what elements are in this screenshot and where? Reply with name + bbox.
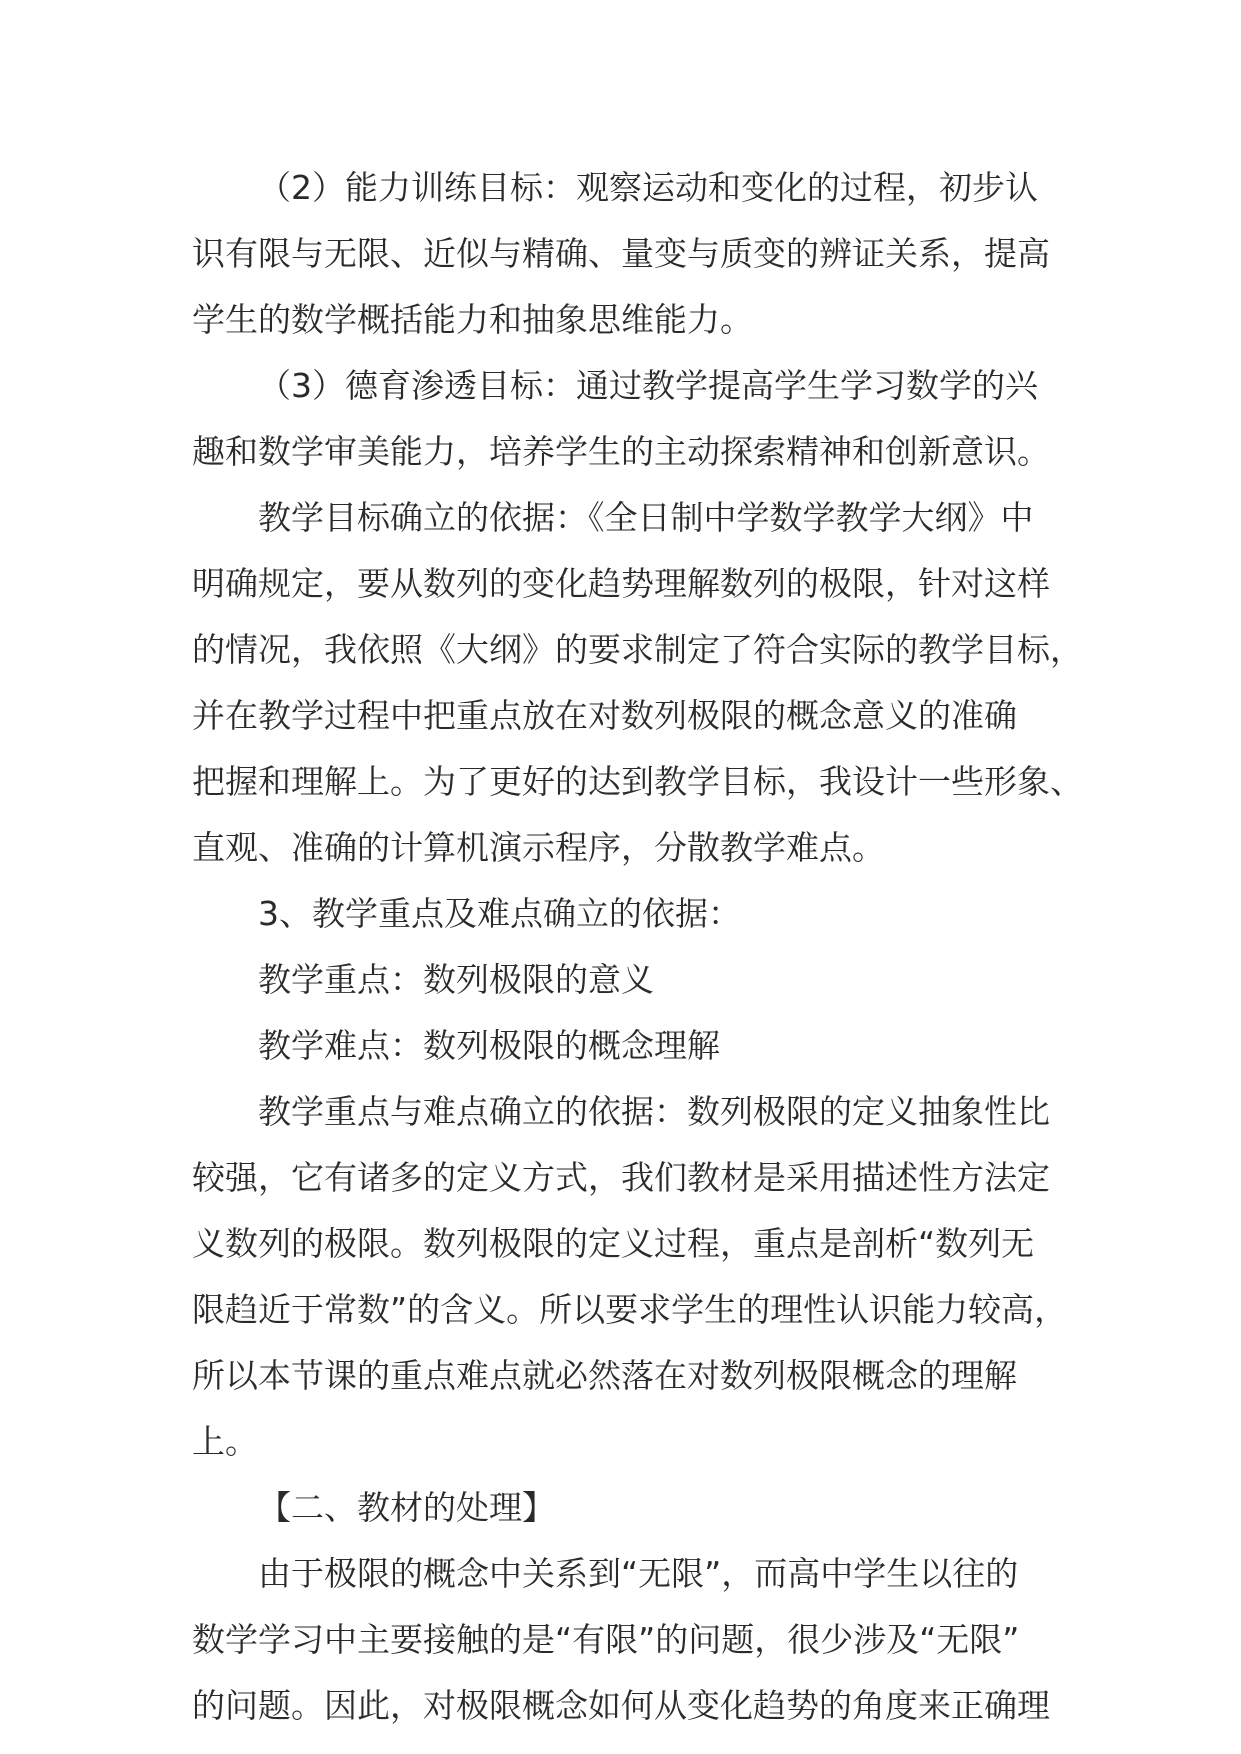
paragraph-textbook-handling: 由于极限的概念中关系到“无限”，而高中学生以往的 bbox=[258, 1554, 1019, 1593]
paragraph-key-basis: 教学重点与难点确立的依据：数列极限的定义抽象性比 bbox=[258, 1092, 1050, 1131]
section-heading-textbook: 【二、教材的处理】 bbox=[258, 1488, 555, 1527]
section-heading-key-points: 3、教学重点及难点确立的依据： bbox=[258, 894, 741, 933]
text-line: 并在教学过程中把重点放在对数列极限的概念意义的准确 bbox=[192, 696, 1017, 735]
text-line: 明确规定，要从数列的变化趋势理解数列的极限，针对这样 bbox=[192, 564, 1050, 603]
difficult-point-line: 教学难点：数列极限的概念理解 bbox=[258, 1026, 720, 1065]
text-line: 直观、准确的计算机演示程序，分散教学难点。 bbox=[192, 828, 885, 867]
text-line: 识有限与无限、近似与精确、量变与质变的辨证关系，提高 bbox=[192, 234, 1050, 273]
text-line: 趣和数学审美能力，培养学生的主动探索精神和创新意识。 bbox=[192, 432, 1050, 471]
paragraph-goal-basis: 教学目标确立的依据：《全日制中学数学教学大纲》中 bbox=[258, 498, 1034, 537]
text-line: 把握和理解上。为了更好的达到教学目标，我设计一些形象、 bbox=[192, 762, 1083, 801]
text-line: 较强，它有诸多的定义方式，我们教材是采用描述性方法定 bbox=[192, 1158, 1050, 1197]
text-line: 数学学习中主要接触的是“有限”的问题，很少涉及“无限” bbox=[192, 1620, 1020, 1659]
text-line: 的情况，我依照《大纲》的要求制定了符合实际的教学目标， bbox=[192, 630, 1083, 669]
key-point-line: 教学重点：数列极限的意义 bbox=[258, 960, 654, 999]
text-line: 限趋近于常数”的含义。所以要求学生的理性认识能力较高， bbox=[192, 1290, 1068, 1329]
text-line: 学生的数学概括能力和抽象思维能力。 bbox=[192, 300, 753, 339]
text-line: 上。 bbox=[192, 1422, 258, 1461]
text-line: 的问题。因此，对极限概念如何从变化趋势的角度来正确理 bbox=[192, 1686, 1050, 1725]
text-line: 义数列的极限。数列极限的定义过程，重点是剖析“数列无 bbox=[192, 1224, 1035, 1263]
paragraph-ability-goal: （2）能力训练目标：观察运动和变化的过程，初步认 bbox=[258, 168, 1038, 207]
paragraph-moral-goal: （3）德育渗透目标：通过教学提高学生学习数学的兴 bbox=[258, 366, 1038, 405]
text-line: 所以本节课的重点难点就必然落在对数列极限概念的理解 bbox=[192, 1356, 1017, 1395]
